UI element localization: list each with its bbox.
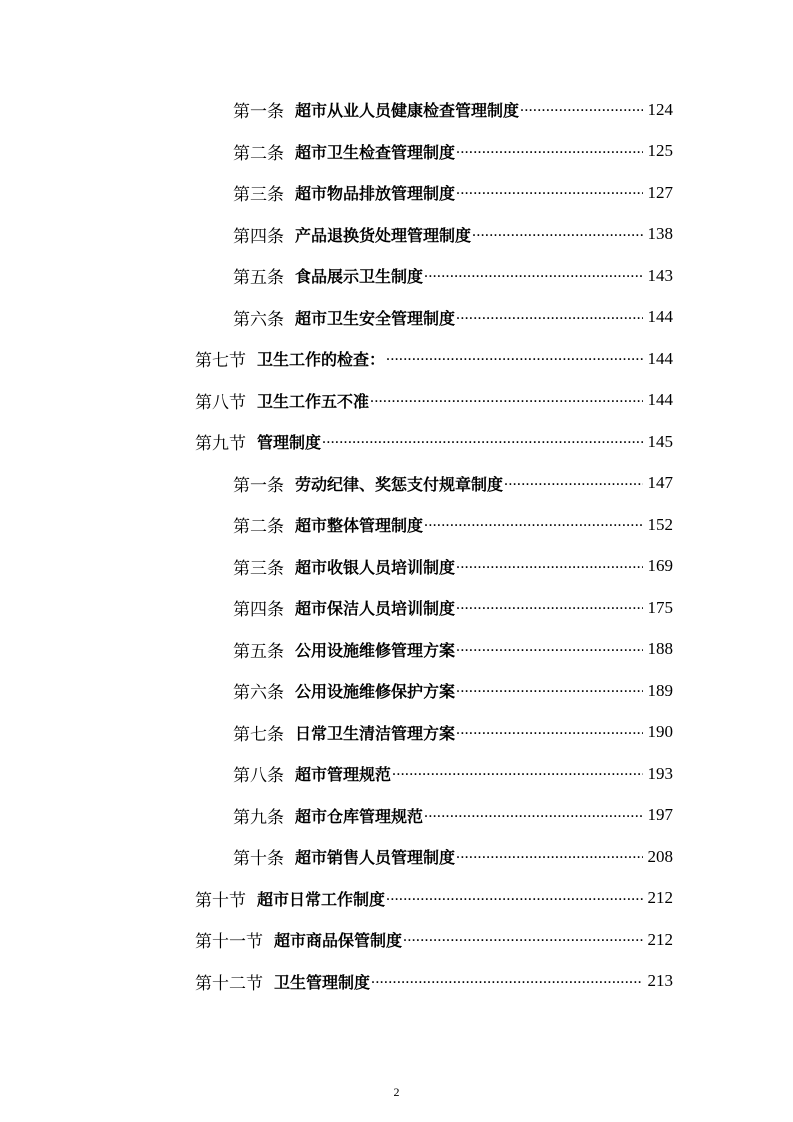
- toc-entry-page: 193: [647, 763, 673, 783]
- toc-entry[interactable]: [0, 712, 673, 754]
- toc-entry-page: 144: [647, 348, 673, 368]
- toc-entry-page: 143: [647, 265, 673, 285]
- dot-leader: [520, 104, 643, 121]
- toc-entry[interactable]: [0, 878, 673, 920]
- dot-leader: [386, 353, 643, 370]
- toc-entry-title: 公用设施维修管理方案: [295, 640, 456, 660]
- dot-leader: [456, 312, 643, 329]
- toc-entry-page: 127: [647, 182, 673, 202]
- toc-entry-title: 超市仓库管理规范: [295, 806, 424, 826]
- toc-entry[interactable]: [0, 546, 673, 588]
- toc-entry-title: 日常卫生清洁管理方案: [295, 723, 456, 743]
- dot-leader: [386, 893, 643, 910]
- toc-entry[interactable]: [0, 629, 673, 671]
- toc-entry[interactable]: [0, 89, 673, 131]
- dot-leader: [456, 561, 643, 578]
- toc-entry-page: 124: [647, 99, 673, 119]
- toc-entry-page: 144: [647, 307, 673, 327]
- toc-entry[interactable]: [0, 214, 673, 256]
- toc-entry-title: 超市收银人员培训制度: [295, 557, 456, 577]
- toc-entry-page: 145: [647, 431, 673, 451]
- toc-entry[interactable]: [0, 670, 673, 712]
- dot-leader: [403, 934, 643, 951]
- table-of-contents: [0, 89, 793, 1002]
- dot-leader: [371, 976, 643, 993]
- toc-list: [0, 89, 673, 1002]
- toc-entry-number: 第二条: [233, 143, 284, 164]
- toc-entry-page: 138: [647, 224, 673, 244]
- toc-entry-title: 卫生工作的检查：: [257, 350, 386, 370]
- toc-entry[interactable]: [0, 587, 673, 629]
- toc-entry-title: 卫生工作五不准: [257, 391, 370, 411]
- dot-leader: [456, 851, 643, 868]
- dot-leader: [456, 602, 643, 619]
- dot-leader: [322, 436, 643, 453]
- toc-entry-page: 208: [647, 846, 673, 866]
- toc-entry-number: 第十条: [233, 849, 284, 870]
- toc-entry-number: 第十二节: [195, 973, 263, 994]
- toc-entry-title: 超市卫生检查管理制度: [295, 142, 456, 162]
- toc-entry-title: 超市卫生安全管理制度: [295, 308, 456, 328]
- toc-entry[interactable]: [0, 961, 673, 1003]
- toc-entry-title: 超市商品保管制度: [274, 931, 403, 951]
- toc-entry-page: 125: [647, 141, 673, 161]
- toc-entry-number: 第一条: [233, 475, 284, 496]
- dot-leader: [504, 478, 643, 495]
- toc-entry-page: 147: [647, 473, 673, 493]
- toc-entry-number: 第三条: [233, 558, 284, 579]
- toc-entry[interactable]: [0, 380, 673, 422]
- toc-entry-title: 劳动纪律、奖惩支付规章制度: [295, 474, 504, 494]
- dot-leader: [456, 727, 643, 744]
- toc-entry[interactable]: [0, 836, 673, 878]
- toc-entry[interactable]: [0, 504, 673, 546]
- page-number: 2: [393, 1085, 400, 1099]
- dot-leader: [456, 146, 643, 163]
- toc-entry-title: 卫生管理制度: [274, 972, 371, 992]
- toc-entry[interactable]: [0, 463, 673, 505]
- toc-entry-number: 第六条: [233, 683, 284, 704]
- toc-entry-number: 第二条: [233, 517, 284, 538]
- dot-leader: [456, 644, 643, 661]
- toc-entry-title: 产品退换货处理管理制度: [295, 225, 472, 245]
- toc-entry-page: 212: [647, 888, 673, 908]
- toc-entry[interactable]: [0, 753, 673, 795]
- toc-entry-page: 152: [647, 514, 673, 534]
- toc-entry[interactable]: [0, 297, 673, 339]
- toc-entry-title: 超市保洁人员培训制度: [295, 599, 456, 619]
- toc-entry-page: 189: [647, 680, 673, 700]
- toc-entry-number: 第八条: [233, 766, 284, 787]
- toc-entry-page: 213: [647, 971, 673, 991]
- toc-entry-page: 190: [647, 722, 673, 742]
- toc-entry-number: 第七条: [233, 724, 284, 745]
- toc-entry-page: 169: [647, 556, 673, 576]
- toc-entry[interactable]: [0, 795, 673, 837]
- toc-entry-number: 第五条: [233, 641, 284, 662]
- toc-entry-number: 第三条: [233, 185, 284, 206]
- toc-entry-number: 第一条: [233, 102, 284, 123]
- toc-entry-page: 212: [647, 929, 673, 949]
- toc-entry-title: 超市物品排放管理制度: [295, 184, 456, 204]
- dot-leader: [392, 768, 643, 785]
- dot-leader: [424, 810, 643, 827]
- toc-entry-title: 超市销售人员管理制度: [295, 848, 456, 868]
- toc-entry-number: 第十节: [195, 890, 246, 911]
- toc-entry-title: 超市整体管理制度: [295, 516, 424, 536]
- toc-entry[interactable]: [0, 919, 673, 961]
- toc-entry-number: 第九条: [233, 807, 284, 828]
- toc-entry-title: 超市从业人员健康检查管理制度: [295, 101, 520, 121]
- dot-leader: [456, 685, 643, 702]
- toc-entry[interactable]: [0, 172, 673, 214]
- toc-entry-title: 公用设施维修保护方案: [295, 682, 456, 702]
- toc-entry-title: 食品展示卫生制度: [295, 267, 424, 287]
- dot-leader: [472, 229, 643, 246]
- toc-entry-title: 超市管理规范: [295, 765, 392, 785]
- toc-entry[interactable]: [0, 255, 673, 297]
- toc-entry-number: 第八节: [195, 392, 246, 413]
- toc-entry-page: 144: [647, 390, 673, 410]
- toc-entry-page: 175: [647, 597, 673, 617]
- toc-entry-title: 管理制度: [257, 433, 322, 453]
- toc-entry-number: 第六条: [233, 309, 284, 330]
- toc-entry[interactable]: [0, 421, 673, 463]
- toc-entry-number: 第十一节: [195, 932, 263, 953]
- dot-leader: [456, 187, 643, 204]
- toc-entry-number: 第九节: [195, 434, 246, 455]
- dot-leader: [424, 270, 643, 287]
- toc-entry-number: 第五条: [233, 268, 284, 289]
- toc-entry[interactable]: [0, 338, 673, 380]
- dot-leader: [370, 395, 643, 412]
- toc-entry-number: 第四条: [233, 600, 284, 621]
- toc-entry-title: 超市日常工作制度: [257, 889, 386, 909]
- toc-entry-number: 第四条: [233, 226, 284, 247]
- toc-entry-page: 188: [647, 639, 673, 659]
- dot-leader: [424, 519, 643, 536]
- toc-entry[interactable]: [0, 131, 673, 173]
- toc-entry-page: 197: [647, 805, 673, 825]
- toc-entry-number: 第七节: [195, 351, 246, 372]
